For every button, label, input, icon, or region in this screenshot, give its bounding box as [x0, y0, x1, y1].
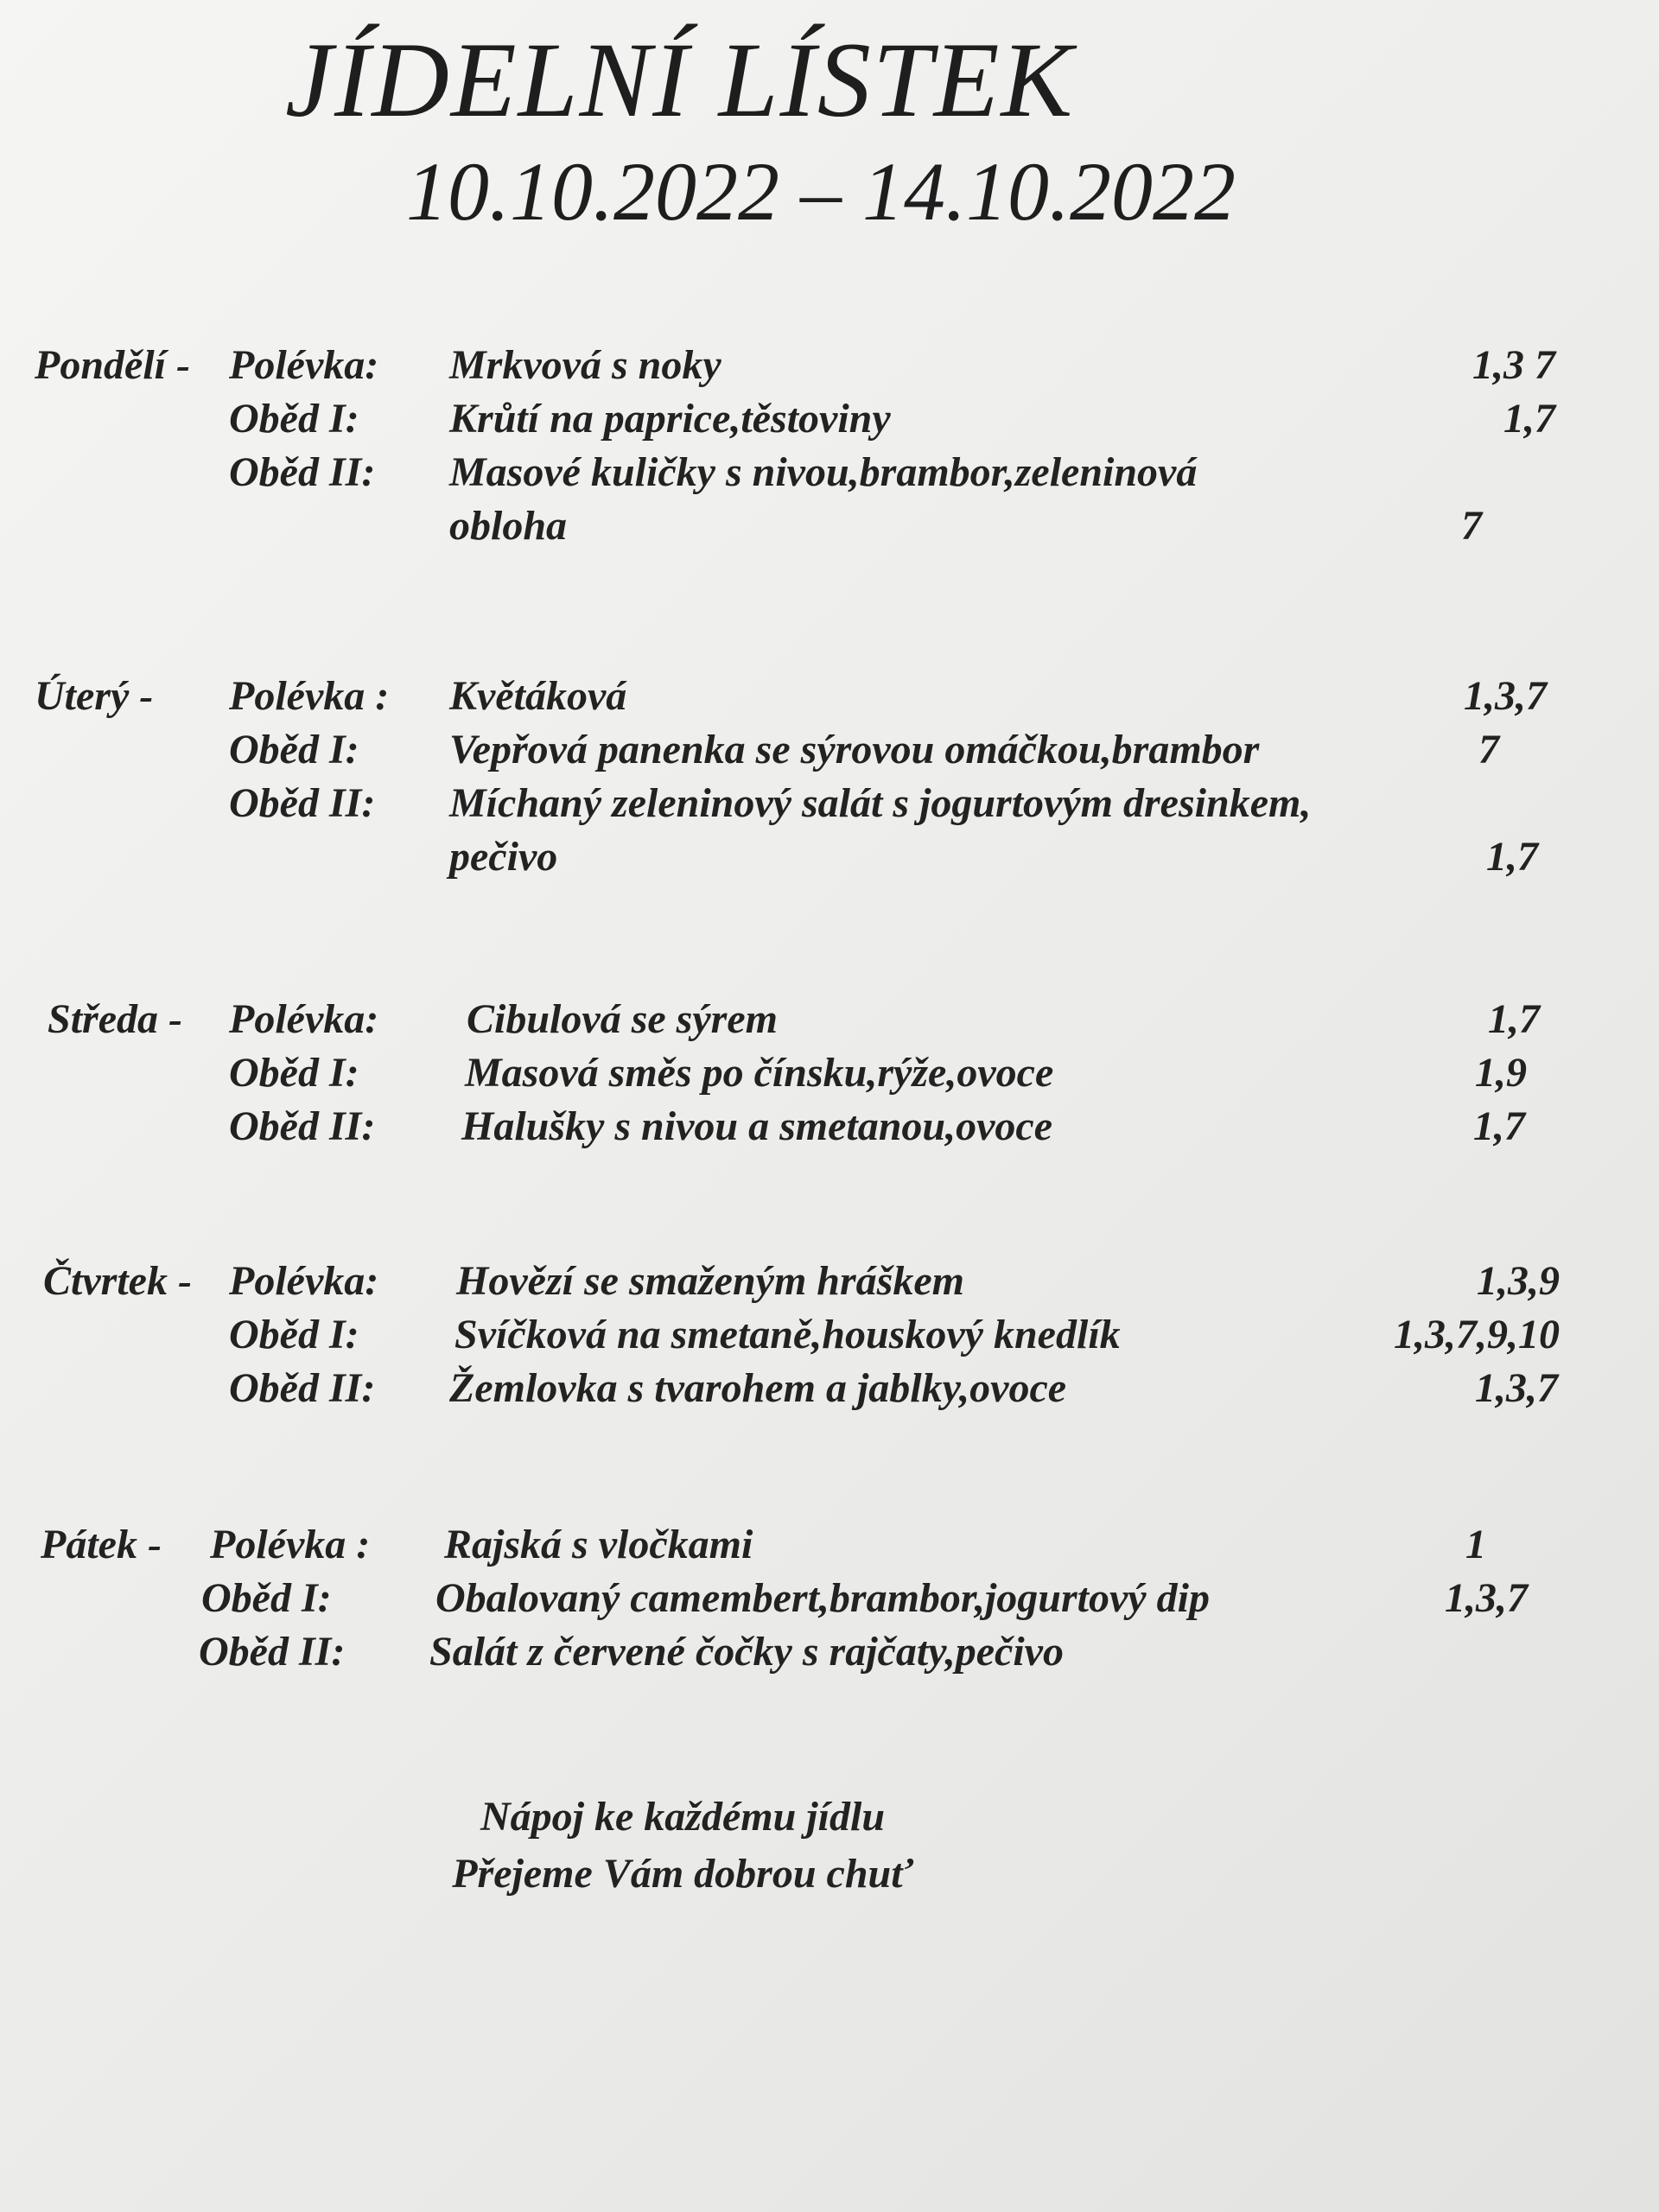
dish-name: Obalovaný camembert,brambor,jogurtový dip	[435, 1575, 1210, 1621]
date-range: 10.10.2022 – 14.10.2022	[406, 145, 1236, 238]
menu-row-soup	[0, 1521, 1659, 1574]
menu-row-lunch-2	[0, 779, 1659, 833]
dish-name: Rajská s vločkami	[444, 1522, 753, 1567]
menu-row-lunch-1	[0, 395, 1659, 448]
day-name: Úterý -	[35, 673, 154, 719]
footer-note	[0, 1789, 1365, 1903]
menu-title: JÍDELNÍ LÍSTEK	[285, 21, 1075, 139]
dish-name: Masová směs po čínsku,rýže,ovoce	[465, 1050, 1054, 1096]
row-label: Polévka:	[229, 342, 379, 388]
menu-row-lunch-1	[0, 1574, 1659, 1628]
allergen-codes: 1,3,7	[1464, 673, 1547, 719]
menu-row-soup	[0, 995, 1659, 1049]
row-label: Oběd II:	[229, 449, 376, 495]
allergen-codes: 1,9	[1475, 1050, 1527, 1096]
wish-note: Přejeme Vám dobrou chuť	[452, 1851, 913, 1897]
allergen-codes: 1,3,9	[1477, 1258, 1560, 1304]
allergen-codes: 1,7	[1486, 834, 1538, 880]
menu-row-lunch-2	[0, 1628, 1659, 1681]
dish-name: Květáková	[449, 673, 627, 719]
menu-row-soup	[0, 672, 1659, 726]
dish-name: Mrkvová s noky	[449, 342, 721, 388]
menu-row-lunch-2	[0, 1364, 1659, 1418]
day-name: Pátek -	[41, 1522, 162, 1567]
menu-row-continuation	[0, 833, 1659, 887]
row-label: Oběd I:	[229, 1050, 359, 1096]
row-label: Oběd I:	[229, 396, 359, 442]
row-label: Oběd II:	[199, 1629, 346, 1675]
row-label: Polévka:	[229, 996, 379, 1042]
row-label: Oběd I:	[229, 727, 359, 772]
dish-name: Svíčková na smetaně,houskový knedlík	[454, 1312, 1121, 1357]
menu-row-lunch-2	[0, 448, 1659, 502]
allergen-codes: 1,3 7	[1472, 342, 1555, 388]
dish-name: Vepřová panenka se sýrovou omáčkou,brambor	[449, 727, 1260, 772]
day-name: Středa -	[48, 996, 182, 1042]
allergen-codes: 1,3,7	[1475, 1365, 1558, 1411]
row-label: Polévka :	[229, 673, 390, 719]
allergen-codes: 7	[1478, 727, 1499, 772]
dish-name: Salát z červené čočky s rajčaty,pečivo	[429, 1629, 1064, 1675]
menu-row-continuation	[0, 502, 1659, 556]
drink-note: Nápoj ke každému jídlu	[480, 1794, 886, 1840]
menu-row-soup	[0, 341, 1659, 395]
row-label: Oběd II:	[229, 1103, 376, 1149]
allergen-codes: 1,3,7	[1445, 1575, 1528, 1621]
allergen-codes: 7	[1461, 503, 1482, 549]
menu-row-soup	[0, 1257, 1659, 1311]
dish-name: Masové kuličky s nivou,brambor,zeleninová	[449, 449, 1198, 495]
menu-row-lunch-1	[0, 1049, 1659, 1103]
dish-name: obloha	[449, 503, 568, 549]
allergen-codes: 1	[1465, 1522, 1486, 1567]
allergen-codes: 1,7	[1473, 1103, 1525, 1149]
dish-name: Míchaný zeleninový salát s jogurtovým dresinkem,	[449, 780, 1312, 826]
allergen-codes: 1,7	[1503, 396, 1555, 442]
row-label: Oběd II:	[229, 780, 376, 826]
row-label: Oběd II:	[229, 1365, 376, 1411]
allergen-codes: 1,3,7,9,10	[1394, 1312, 1560, 1357]
menu-row-lunch-1	[0, 726, 1659, 779]
day-name: Pondělí -	[35, 342, 190, 388]
day-name: Čtvrtek -	[43, 1258, 192, 1304]
menu-row-lunch-1	[0, 1311, 1659, 1364]
dish-name: Halušky s nivou a smetanou,ovoce	[461, 1103, 1053, 1149]
row-label: Polévka:	[229, 1258, 379, 1304]
dish-name: Žemlovka s tvarohem a jablky,ovoce	[449, 1365, 1067, 1411]
menu-row-lunch-2	[0, 1103, 1659, 1156]
dish-name: pečivo	[449, 834, 558, 880]
row-label: Oběd I:	[201, 1575, 332, 1621]
row-label: Polévka :	[210, 1522, 371, 1567]
dish-name: Hovězí se smaženým hráškem	[456, 1258, 964, 1304]
allergen-codes: 1,7	[1488, 996, 1540, 1042]
row-label: Oběd I:	[229, 1312, 359, 1357]
dish-name: Krůtí na paprice,těstoviny	[449, 396, 891, 442]
dish-name: Cibulová se sýrem	[467, 996, 778, 1042]
